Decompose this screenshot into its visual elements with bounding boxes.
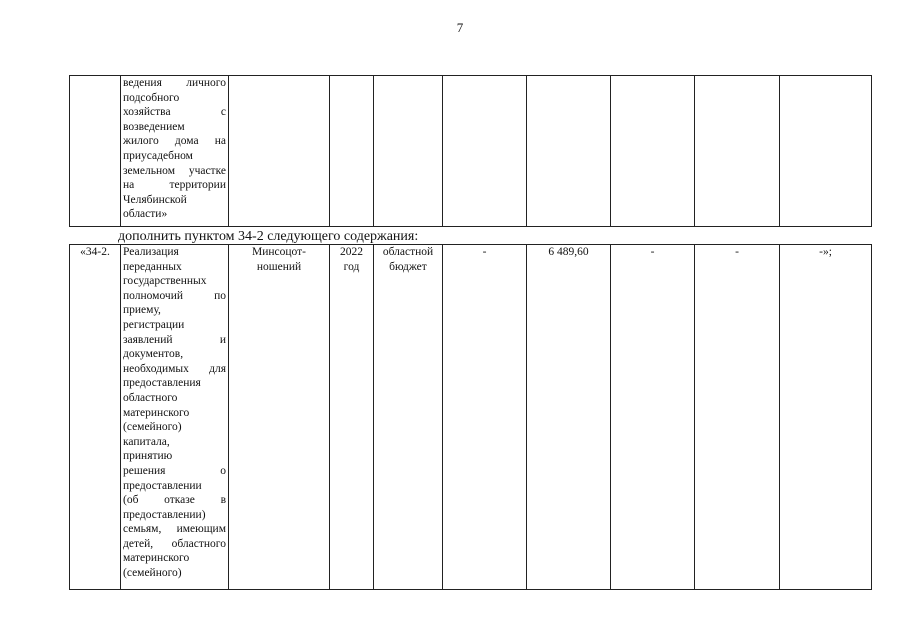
- cell-value: [695, 76, 780, 227]
- description-line: полномочий по: [123, 289, 226, 302]
- table-row: [70, 76, 872, 227]
- cell-value: -»;: [780, 245, 872, 590]
- description-line: документов,: [123, 348, 184, 361]
- cell-value: -: [611, 245, 695, 590]
- cell-source: [374, 76, 443, 227]
- description-line: области»: [123, 208, 168, 221]
- table-row: [70, 245, 872, 590]
- description-line: государственных: [123, 275, 207, 288]
- cell-executor: [229, 76, 330, 227]
- description-line: необходимых для: [123, 362, 226, 375]
- description-line: Реализация: [123, 246, 179, 258]
- cell-value: -: [695, 245, 780, 590]
- description-line: капитала,: [123, 435, 170, 448]
- description-line: принятию: [123, 450, 173, 463]
- description-line: материнского: [123, 552, 190, 565]
- description-line: семьям, имеющим: [123, 523, 226, 536]
- description-line: приему,: [123, 304, 161, 317]
- table-continuation: [69, 75, 872, 227]
- cell-description: [121, 76, 229, 227]
- description-line: предоставления: [123, 377, 201, 390]
- description-line: (семейного): [123, 567, 182, 580]
- description-line: подсобного: [123, 91, 180, 104]
- cell-source: областной бюджет: [374, 245, 443, 590]
- amendment-caption: дополнить пунктом 34-2 следующего содержания:: [118, 229, 419, 244]
- description-line: детей, областного: [123, 537, 226, 550]
- page-number: 7: [456, 20, 464, 35]
- cell-value: [611, 76, 695, 227]
- description-line: предоставлении): [123, 508, 206, 521]
- cell-value: -: [443, 245, 527, 590]
- cell-description: [121, 245, 229, 590]
- description-line: предоставлении: [123, 479, 202, 492]
- description-line: на территории: [123, 179, 226, 192]
- cell-value: 6 489,60: [527, 245, 611, 590]
- description-line: хозяйства с: [123, 106, 226, 119]
- description-line: областного: [123, 391, 178, 404]
- cell-value: [780, 76, 872, 227]
- cell-executor: Минсоцот-ношений: [229, 245, 330, 590]
- description-line: (об отказе в: [123, 494, 226, 507]
- cell-year: 2022 год: [330, 245, 374, 590]
- description-line: переданных: [123, 260, 182, 273]
- description-line: материнского: [123, 406, 190, 419]
- description-line: заявлений и: [123, 333, 226, 346]
- cell-number: [70, 76, 121, 227]
- description-line: возведением: [123, 120, 185, 133]
- description-line: приусадебном: [123, 149, 193, 162]
- cell-year: [330, 76, 374, 227]
- description-line: Челябинской: [123, 193, 187, 206]
- cell-number: «34-2.: [70, 245, 121, 590]
- description-line: решения о: [123, 464, 226, 477]
- description-line: жилого дома на: [123, 135, 226, 148]
- description-line: регистрации: [123, 318, 185, 331]
- cell-value: [527, 76, 611, 227]
- table-new-item: [69, 244, 872, 590]
- description-line: (семейного): [123, 421, 182, 434]
- cell-value: [443, 76, 527, 227]
- description-line: земельном участке: [123, 164, 226, 177]
- description-line: ведения личного: [123, 77, 226, 89]
